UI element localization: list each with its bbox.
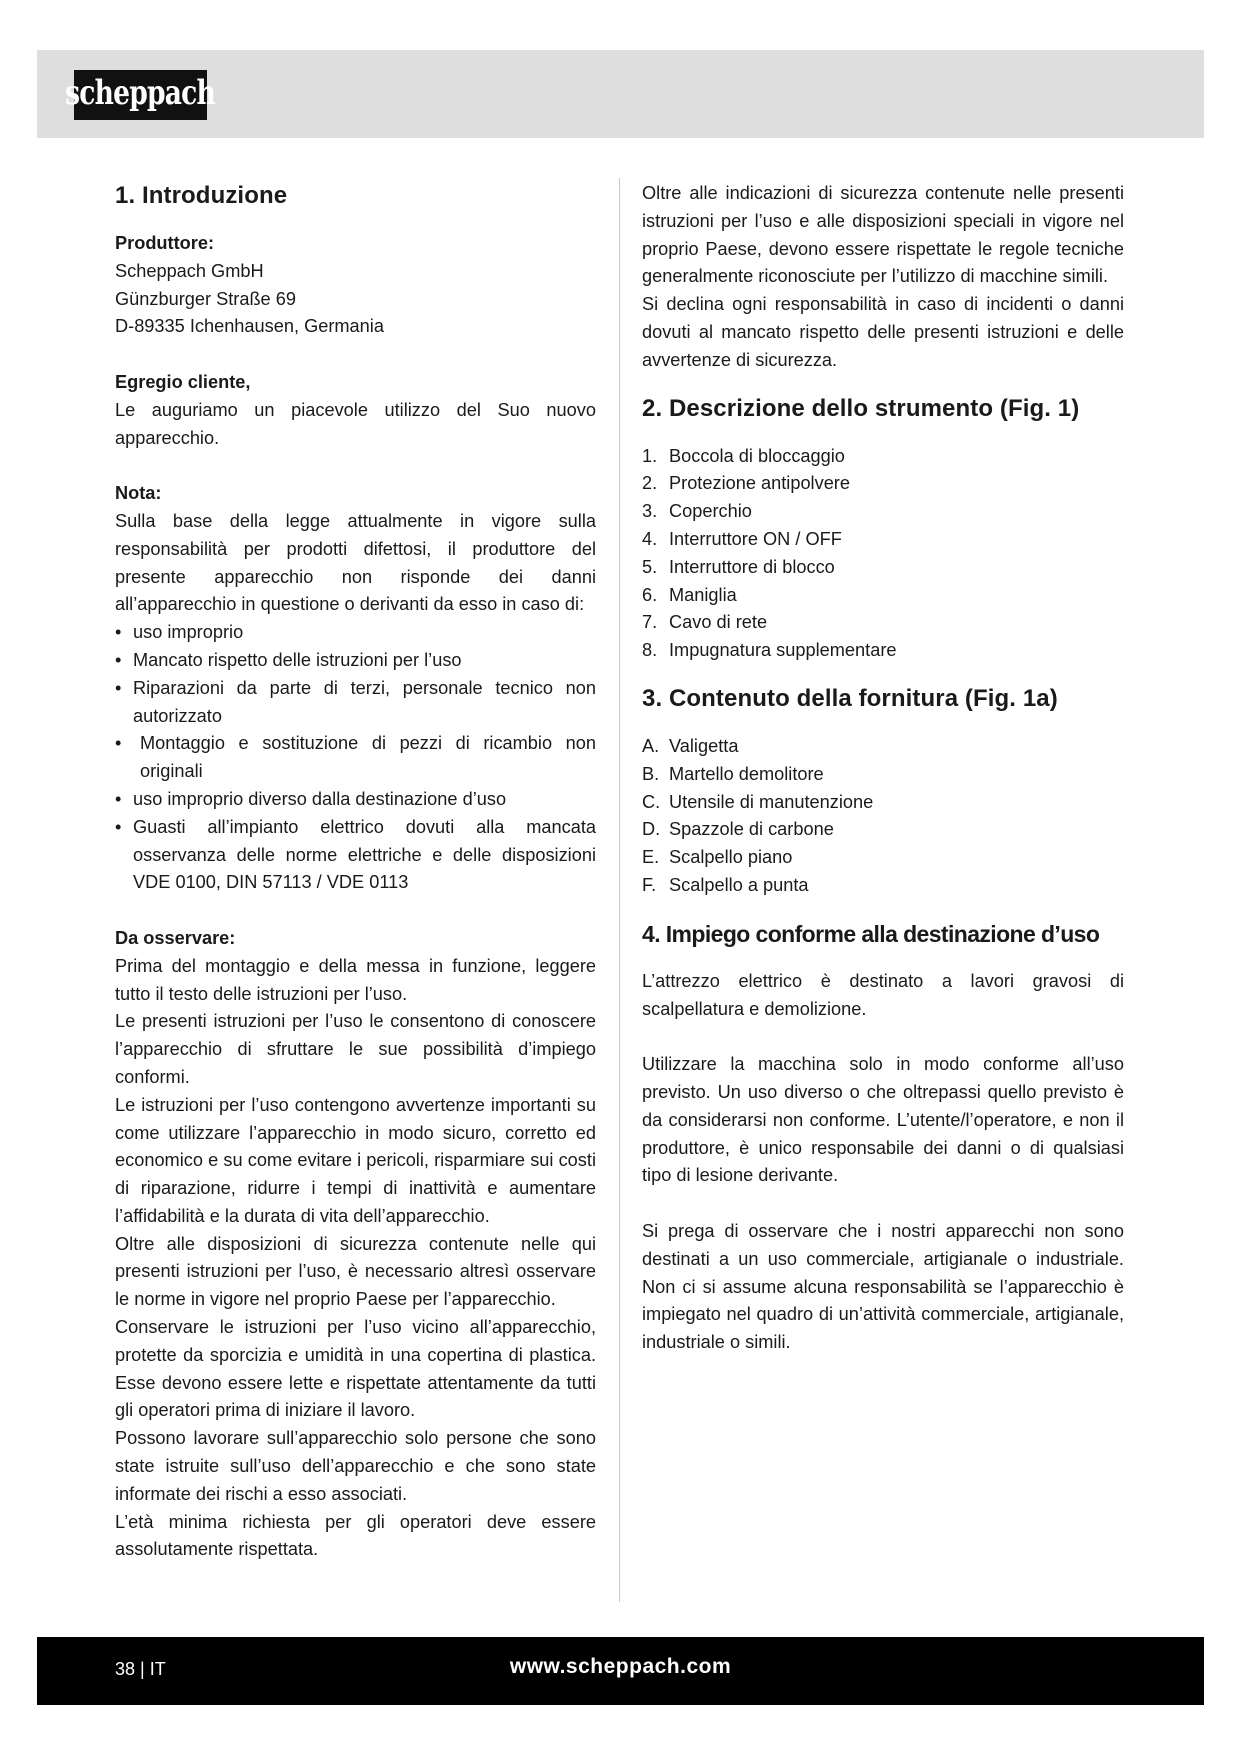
observe-paragraph: Conservare le istruzioni per l’uso vicino all’apparecchio, protette da sporcizia e umidità in una copertina di plastica. Esse devono essere lette e rispettate attentamente da tutti gli operatori prima di iniziare il lavoro. [115, 1317, 596, 1421]
page-number: 38 | IT [115, 1659, 166, 1679]
list-item: 3. Coperchio [642, 501, 752, 522]
list-item: B. Martello demolitore [642, 763, 824, 784]
intro-paragraph: Si declina ogni responsabilità in caso di incidenti o danni dovuti al mancato rispetto delle presenti istruzioni e delle avvertenze di sicurezza. [642, 294, 1124, 370]
list-item: 8. Impugnatura supplementare [642, 640, 897, 661]
website-link[interactable]: www.scheppach.com [509, 1655, 732, 1678]
intro-paragraph: Oltre alle indicazioni di sicurezza contenute nelle presenti istruzioni per l’uso e alle disposizioni speciali in vigore nel proprio Paese, devono essere rispettate le regole tecniche generalmente riconosciute per l’utilizzo di macchine simili. [642, 183, 1124, 287]
list-item: • Mancato rispetto delle istruzioni per l’uso [115, 647, 596, 675]
note-text: Sulla base della legge attualmente in vigore sulla responsabilità per prodotti difettosi, il produttore del presente apparecchio non risponde dei danni all’apparecchio in questione o derivanti da esso in caso di: [115, 510, 596, 615]
greeting-label: Egregio cliente, [115, 371, 251, 392]
section-title-descrizione: 2. Descrizione dello strumento (Fig. 1) [642, 394, 1080, 422]
observe-paragraph: Le presenti istruzioni per l’uso le consentono di conoscere l’apparecchio di sfruttare le sue possibilità d’impiego conformi. [115, 1011, 596, 1087]
observe-paragraph: Oltre alle disposizioni di sicurezza contenute nelle qui presenti istruzioni per l’uso, è necessario altresì osservare le norme in vigore nel proprio Paese per l’apparecchio. [115, 1233, 596, 1310]
section-title-contenuto: 3. Contenuto della fornitura (Fig. 1a) [642, 684, 1058, 712]
producer-line: D-89335 Ichenhausen, Germania [115, 316, 384, 337]
observe-paragraph: Le istruzioni per l’uso contengono avvertenze importanti su come utilizzare l’apparecchio in modo sicuro, corretto ed economico e su come evitare i pericoli, risparmiare sui costi di riparazione, ridurre i tempi di inattività e aumentare l’affidabilità e la durata di vita dell’apparecchio. [115, 1094, 596, 1226]
list-item: • uso improprio [115, 619, 596, 647]
list-item: 7. Cavo di rete [642, 612, 768, 633]
list-item: C. Utensile di manutenzione [642, 791, 874, 812]
use-paragraph: L’attrezzo elettrico è destinato a lavori gravosi di scalpellatura e demolizione. [642, 970, 1124, 1019]
note-label: Nota: [115, 483, 162, 504]
page-footer [37, 1637, 1204, 1705]
list-item: A. Valigetta [642, 735, 739, 756]
list-item: • Guasti all’impianto elettrico dovuti alla mancata osservanza delle norme elettriche e delle disposizioni VDE 0100, DIN 57113 / VDE 0113 [115, 814, 596, 897]
observe-paragraph: L’età minima richiesta per gli operatori deve essere assolutamente rispettata. [115, 1511, 596, 1560]
list-item: • Riparazioni da parte di terzi, personale tecnico non autorizzato [115, 675, 596, 731]
observe-paragraph: Prima del montaggio e della messa in funzione, leggere tutto il testo delle istruzioni per l’uso. [115, 955, 596, 1004]
producer-line: Günzburger Straße 69 [115, 288, 296, 309]
list-item: • Montaggio e sostituzione di pezzi di ricambio non originali [115, 730, 596, 786]
note-list [115, 619, 596, 897]
list-item: 6. Maniglia [642, 584, 737, 605]
use-paragraph: Utilizzare la macchina solo in modo conforme all’uso previsto. Un uso diverso o che oltrepassi quello previsto è da considerarsi non conforme. L’utente/l’operatore, e non il produttore, è unico responsabile dei danni o di qualsiasi tipo di lesione derivante. [642, 1054, 1124, 1186]
section-title-impiego: 4. Impiego conforme alla destinazione d’uso [642, 920, 1100, 947]
observe-paragraph: Possono lavorare sull’apparecchio solo persone che sono state istruite sull’uso dell’apparecchio e che sono state informate dei rischi a esso associati. [115, 1428, 596, 1504]
producer-label: Produttore: [115, 233, 215, 253]
use-paragraph: Si prega di osservare che i nostri apparecchi non sono destinati a un uso commerciale, artigianale o industriale. Non ci si assume alcuna responsabilità se l’apparecchio è impiegato nel quadro di un’attività commerciale, artigianale, industriale o simili. [642, 1220, 1124, 1353]
left-column [115, 180, 596, 1564]
parts-list [642, 443, 1124, 665]
list-item: • uso improprio diverso dalla destinazione d’uso [115, 786, 596, 814]
section-title-introduzione: 1. Introduzione [115, 182, 288, 209]
list-item: F. Scalpello a punta [642, 874, 809, 895]
column-divider [619, 178, 620, 1602]
list-item: 2. Protezione antipolvere [642, 473, 850, 494]
page-header [37, 50, 1204, 138]
right-column [642, 180, 1124, 1357]
list-item: 5. Interruttore di blocco [642, 556, 835, 577]
contents-list [642, 733, 1124, 900]
list-item: 1. Boccola di bloccaggio [642, 445, 845, 466]
observe-label: Da osservare: [115, 927, 236, 948]
list-item: E. Scalpello piano [642, 847, 793, 868]
greeting-text: Le auguriamo un piacevole utilizzo del Suo nuovo apparecchio. [115, 399, 596, 448]
scheppach-logo: scheppach [74, 70, 207, 120]
producer-line: Scheppach GmbH [115, 260, 264, 281]
list-item: 4. Interruttore ON / OFF [642, 528, 842, 549]
list-item: D. Spazzole di carbone [642, 819, 834, 840]
